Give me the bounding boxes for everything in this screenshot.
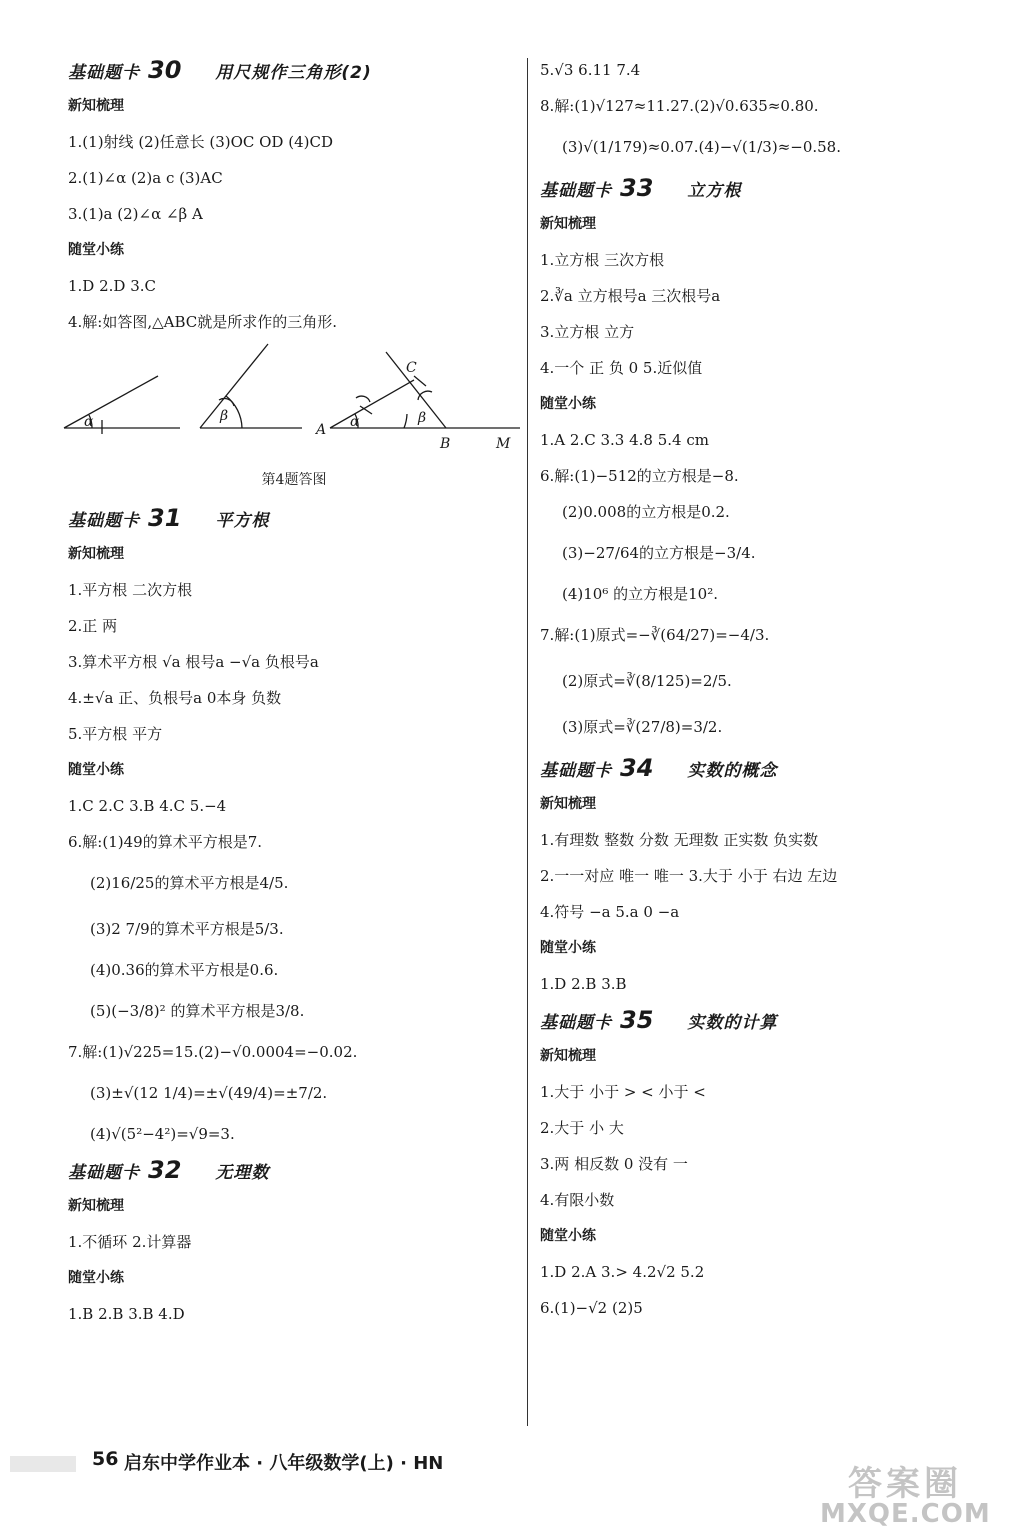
card31-line: 6.解:(1)49的算术平方根是7. <box>68 833 263 851</box>
card31-line: (3)±√(12 1/4)=±√(49/4)=±7/2. <box>90 1084 328 1102</box>
card35-title: 实数的计算 <box>687 1013 778 1033</box>
top-line: 8.解:(1)√127≈11.27.(2)√0.635≈0.80. <box>540 97 819 115</box>
card32-heading <box>68 1152 520 1188</box>
card33-line: 7.解:(1)原式=−∛(64/27)=−4/3. <box>540 626 770 644</box>
card31-line: (3)2 7/9的算术平方根是5/3. <box>90 920 284 938</box>
card33-line: (3)原式=∛(27/8)=3/2. <box>562 718 723 736</box>
card31-prefix: 基础题卡 <box>68 511 140 531</box>
card31-line: 2.正 两 <box>68 617 118 635</box>
card31-line: 7.解:(1)√225=15.(2)−√0.0004=−0.02. <box>68 1043 358 1061</box>
card31-line: 5.平方根 平方 <box>68 725 163 743</box>
column-divider <box>527 58 528 1426</box>
card32-line: 1.B 2.B 3.B 4.D <box>68 1305 185 1323</box>
card30-line: 2.(1)∠α (2)a c (3)AC <box>68 169 223 187</box>
card31-title: 平方根 <box>215 511 270 531</box>
right-column <box>540 52 980 1326</box>
card31-line: 4.±√a 正、负根号a 0本身 负数 <box>68 689 282 707</box>
card31-line: (4)0.36的算术平方根是0.6. <box>90 961 279 979</box>
watermark-logo <box>820 1456 1010 1532</box>
card31-line: 1.平方根 二次方根 <box>68 581 193 599</box>
card31-line: (2)16/25的算术平方根是4/5. <box>90 874 289 892</box>
card32-line: 1.不循环 2.计算器 <box>68 1233 192 1251</box>
card32-section-new: 新知梳理 <box>68 1198 124 1214</box>
label-alpha: α <box>84 414 94 430</box>
card35-line: 1.D 2.A 3.> 4.2√2 5.2 <box>540 1263 705 1281</box>
card33-line: (2)0.008的立方根是0.2. <box>562 503 730 521</box>
card34-prefix: 基础题卡 <box>540 761 612 781</box>
card33-section-new: 新知梳理 <box>540 216 596 232</box>
card33-number: 33 <box>620 174 654 202</box>
card33-line: 3.立方根 立方 <box>540 323 635 341</box>
watermark-top: 答案圈 <box>848 1464 962 1504</box>
construction-figure <box>62 340 520 460</box>
card33-line: (3)−27/64的立方根是−3/4. <box>562 544 756 562</box>
card33-line: 2.∛a 立方根号a 三次根号a <box>540 287 721 305</box>
top-line: (3)√(1/179)≈0.07.(4)−√(1/3)≈−0.58. <box>562 138 841 156</box>
card31-line: (5)(−3/8)² 的算术平方根是3/8. <box>90 1002 305 1020</box>
left-column <box>68 52 520 1332</box>
card30-section-new: 新知梳理 <box>68 98 124 114</box>
footer-bar <box>10 1456 76 1472</box>
card34-section-practice: 随堂小练 <box>540 940 596 956</box>
card35-number: 35 <box>620 1006 654 1034</box>
card30-line: 4.解:如答图,△ABC就是所求作的三角形. <box>68 313 338 331</box>
card33-line: (2)原式=∛(8/125)=2/5. <box>562 672 732 690</box>
card33-heading <box>540 170 980 206</box>
card34-section-new: 新知梳理 <box>540 796 596 812</box>
card35-line: 2.大于 小 大 <box>540 1119 624 1137</box>
card31-section-new: 新知梳理 <box>68 546 124 562</box>
card33-title: 立方根 <box>687 181 742 201</box>
card31-line: (4)√(5²−4²)=√9=3. <box>90 1125 235 1143</box>
card31-section-practice: 随堂小练 <box>68 762 124 778</box>
label-alpha-2: α <box>350 414 360 430</box>
card33-line: 4.一个 正 负 0 5.近似值 <box>540 359 703 377</box>
card33-prefix: 基础题卡 <box>540 181 612 201</box>
card33-line: 1.立方根 三次方根 <box>540 251 665 269</box>
card33-line: 1.A 2.C 3.3 4.8 5.4 cm <box>540 431 709 449</box>
card35-section-new: 新知梳理 <box>540 1048 596 1064</box>
card31-number: 31 <box>148 504 182 532</box>
card31-line: 1.C 2.C 3.B 4.C 5.−4 <box>68 797 227 815</box>
card30-heading <box>68 52 520 88</box>
card35-line: 4.有限小数 <box>540 1191 615 1209</box>
card35-line: 6.(1)−√2 (2)5 <box>540 1299 643 1317</box>
card34-line: 1.D 2.B 3.B <box>540 975 627 993</box>
card30-line: 1.D 2.D 3.C <box>68 277 157 295</box>
card33-section-practice: 随堂小练 <box>540 396 596 412</box>
card30-line: 1.(1)射线 (2)任意长 (3)OC OD (4)CD <box>68 133 333 151</box>
book-title: 启东中学作业本 · 八年级数学(上) · HN <box>124 1453 444 1474</box>
card33-line: (4)10⁶ 的立方根是10². <box>562 585 718 603</box>
card32-title: 无理数 <box>215 1163 270 1183</box>
top-line: 5.√3 6.11 7.4 <box>540 61 641 79</box>
card33-line: 6.解:(1)−512的立方根是−8. <box>540 467 739 485</box>
card32-number: 32 <box>148 1156 182 1184</box>
card30-prefix: 基础题卡 <box>68 63 140 83</box>
label-A: A <box>316 422 327 438</box>
card34-heading <box>540 750 980 786</box>
card35-line: 1.大于 小于 > < 小于 < <box>540 1083 706 1101</box>
card30-title: 用尺规作三角形(2) <box>215 63 372 83</box>
card35-heading <box>540 1002 980 1038</box>
card34-line: 1.有理数 整数 分数 无理数 正实数 负实数 <box>540 831 819 849</box>
label-M: M <box>496 436 511 452</box>
card30-section-practice: 随堂小练 <box>68 242 124 258</box>
label-beta: β <box>220 408 229 424</box>
figure-caption: 第4题答图 <box>261 472 327 488</box>
card35-section-practice: 随堂小练 <box>540 1228 596 1244</box>
card30-number: 30 <box>148 56 182 84</box>
page-number: 56 <box>92 1448 119 1470</box>
card31-line: 3.算术平方根 √a 根号a −√a 负根号a <box>68 653 319 671</box>
card35-line: 3.两 相反数 0 没有 一 <box>540 1155 688 1173</box>
card31-heading <box>68 500 520 536</box>
card30-line: 3.(1)a (2)∠α ∠β A <box>68 205 203 223</box>
card34-line: 4.符号 −a 5.a 0 −a <box>540 903 680 921</box>
label-beta-2: β <box>418 410 427 426</box>
label-B: B <box>440 436 451 452</box>
card32-prefix: 基础题卡 <box>68 1163 140 1183</box>
card32-section-practice: 随堂小练 <box>68 1270 124 1286</box>
watermark-bottom: MXQE.COM <box>820 1499 991 1529</box>
card34-number: 34 <box>620 754 654 782</box>
card34-title: 实数的概念 <box>687 761 778 781</box>
card35-prefix: 基础题卡 <box>540 1013 612 1033</box>
label-C: C <box>406 360 417 376</box>
construction-svg <box>62 340 520 460</box>
card34-line: 2.一一对应 唯一 唯一 3.大于 小于 右边 左边 <box>540 867 838 885</box>
